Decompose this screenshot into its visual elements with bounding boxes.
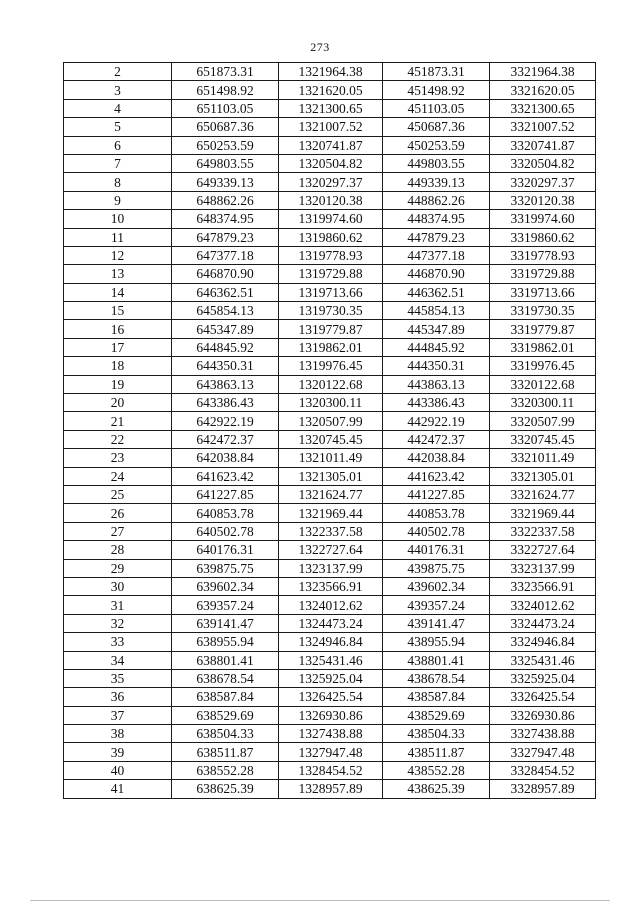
value-cell-4: 3325431.46 xyxy=(490,651,596,669)
value-cell-3: 441623.42 xyxy=(383,467,490,485)
value-cell-1: 649339.13 xyxy=(172,173,279,191)
point-number-cell: 20 xyxy=(64,394,172,412)
point-number-cell: 31 xyxy=(64,596,172,614)
value-cell-2: 1319778.93 xyxy=(279,246,383,264)
value-cell-2: 1325431.46 xyxy=(279,651,383,669)
value-cell-2: 1321624.77 xyxy=(279,485,383,503)
point-number-cell: 25 xyxy=(64,485,172,503)
value-cell-4: 3322337.58 xyxy=(490,522,596,540)
value-cell-4: 3326425.54 xyxy=(490,688,596,706)
value-cell-3: 445854.13 xyxy=(383,302,490,320)
value-cell-4: 3321620.05 xyxy=(490,81,596,99)
value-cell-1: 648374.95 xyxy=(172,210,279,228)
value-cell-4: 3324473.24 xyxy=(490,614,596,632)
point-number-cell: 10 xyxy=(64,210,172,228)
value-cell-1: 644350.31 xyxy=(172,357,279,375)
value-cell-4: 3320300.11 xyxy=(490,394,596,412)
table-row xyxy=(64,467,596,485)
value-cell-2: 1321011.49 xyxy=(279,449,383,467)
value-cell-4: 3327438.88 xyxy=(490,725,596,743)
value-cell-2: 1319974.60 xyxy=(279,210,383,228)
table-row xyxy=(64,154,596,172)
point-number-cell: 16 xyxy=(64,320,172,338)
value-cell-2: 1323566.91 xyxy=(279,577,383,595)
value-cell-1: 638678.54 xyxy=(172,669,279,687)
value-cell-1: 641227.85 xyxy=(172,485,279,503)
page-number: 273 xyxy=(310,40,330,54)
value-cell-1: 638587.84 xyxy=(172,688,279,706)
value-cell-2: 1327947.48 xyxy=(279,743,383,761)
value-cell-2: 1320120.38 xyxy=(279,191,383,209)
value-cell-4: 3325925.04 xyxy=(490,669,596,687)
table-row xyxy=(64,375,596,393)
value-cell-4: 3320507.99 xyxy=(490,412,596,430)
value-cell-1: 646870.90 xyxy=(172,265,279,283)
value-cell-1: 643863.13 xyxy=(172,375,279,393)
table-row xyxy=(64,302,596,320)
value-cell-1: 639602.34 xyxy=(172,577,279,595)
point-number-cell: 24 xyxy=(64,467,172,485)
value-cell-1: 638511.87 xyxy=(172,743,279,761)
value-cell-3: 443863.13 xyxy=(383,375,490,393)
value-cell-3: 442922.19 xyxy=(383,412,490,430)
value-cell-2: 1327438.88 xyxy=(279,725,383,743)
value-cell-1: 643386.43 xyxy=(172,394,279,412)
value-cell-3: 448374.95 xyxy=(383,210,490,228)
value-cell-4: 3320122.68 xyxy=(490,375,596,393)
value-cell-1: 639141.47 xyxy=(172,614,279,632)
table-row xyxy=(64,173,596,191)
value-cell-4: 3323566.91 xyxy=(490,577,596,595)
value-cell-1: 651103.05 xyxy=(172,99,279,117)
point-number-cell: 38 xyxy=(64,725,172,743)
value-cell-4: 3327947.48 xyxy=(490,743,596,761)
value-cell-1: 638552.28 xyxy=(172,761,279,779)
value-cell-1: 647377.18 xyxy=(172,246,279,264)
value-cell-4: 3319778.93 xyxy=(490,246,596,264)
table-row xyxy=(64,669,596,687)
table-row xyxy=(64,743,596,761)
value-cell-4: 3321305.01 xyxy=(490,467,596,485)
table-row xyxy=(64,228,596,246)
value-cell-4: 3321969.44 xyxy=(490,504,596,522)
point-number-cell: 4 xyxy=(64,99,172,117)
value-cell-3: 440502.78 xyxy=(383,522,490,540)
point-number-cell: 8 xyxy=(64,173,172,191)
value-cell-3: 442038.84 xyxy=(383,449,490,467)
value-cell-2: 1324012.62 xyxy=(279,596,383,614)
value-cell-1: 642472.37 xyxy=(172,430,279,448)
value-cell-4: 3320297.37 xyxy=(490,173,596,191)
value-cell-2: 1320300.11 xyxy=(279,394,383,412)
value-cell-1: 640853.78 xyxy=(172,504,279,522)
value-cell-3: 438504.33 xyxy=(383,725,490,743)
table-row xyxy=(64,577,596,595)
value-cell-3: 438678.54 xyxy=(383,669,490,687)
value-cell-3: 450253.59 xyxy=(383,136,490,154)
value-cell-3: 439141.47 xyxy=(383,614,490,632)
point-number-cell: 5 xyxy=(64,118,172,136)
value-cell-4: 3319713.66 xyxy=(490,283,596,301)
value-cell-1: 645854.13 xyxy=(172,302,279,320)
value-cell-3: 451498.92 xyxy=(383,81,490,99)
value-cell-1: 638504.33 xyxy=(172,725,279,743)
point-number-cell: 22 xyxy=(64,430,172,448)
point-number-cell: 2 xyxy=(64,63,172,81)
value-cell-1: 638955.94 xyxy=(172,633,279,651)
point-number-cell: 35 xyxy=(64,669,172,687)
value-cell-2: 1320504.82 xyxy=(279,154,383,172)
value-cell-3: 443386.43 xyxy=(383,394,490,412)
table-row xyxy=(64,191,596,209)
point-number-cell: 36 xyxy=(64,688,172,706)
value-cell-1: 639875.75 xyxy=(172,559,279,577)
value-cell-3: 446362.51 xyxy=(383,283,490,301)
value-cell-2: 1321969.44 xyxy=(279,504,383,522)
value-cell-3: 440853.78 xyxy=(383,504,490,522)
value-cell-4: 3320745.45 xyxy=(490,430,596,448)
value-cell-1: 642922.19 xyxy=(172,412,279,430)
value-cell-1: 640176.31 xyxy=(172,541,279,559)
value-cell-4: 3321624.77 xyxy=(490,485,596,503)
value-cell-2: 1322337.58 xyxy=(279,522,383,540)
value-cell-1: 642038.84 xyxy=(172,449,279,467)
value-cell-2: 1321305.01 xyxy=(279,467,383,485)
table-row xyxy=(64,246,596,264)
value-cell-1: 647879.23 xyxy=(172,228,279,246)
value-cell-4: 3323137.99 xyxy=(490,559,596,577)
value-cell-1: 640502.78 xyxy=(172,522,279,540)
value-cell-2: 1324946.84 xyxy=(279,633,383,651)
value-cell-4: 3321964.38 xyxy=(490,63,596,81)
value-cell-3: 450687.36 xyxy=(383,118,490,136)
value-cell-1: 638801.41 xyxy=(172,651,279,669)
value-cell-1: 645347.89 xyxy=(172,320,279,338)
value-cell-4: 3319730.35 xyxy=(490,302,596,320)
value-cell-4: 3322727.64 xyxy=(490,541,596,559)
value-cell-3: 444350.31 xyxy=(383,357,490,375)
point-number-cell: 37 xyxy=(64,706,172,724)
value-cell-1: 651873.31 xyxy=(172,63,279,81)
table-row xyxy=(64,357,596,375)
value-cell-3: 438625.39 xyxy=(383,780,490,798)
value-cell-3: 438511.87 xyxy=(383,743,490,761)
value-cell-4: 3324946.84 xyxy=(490,633,596,651)
point-number-cell: 21 xyxy=(64,412,172,430)
point-number-cell: 28 xyxy=(64,541,172,559)
value-cell-2: 1321007.52 xyxy=(279,118,383,136)
coordinate-table-body xyxy=(64,63,596,799)
value-cell-1: 644845.92 xyxy=(172,338,279,356)
value-cell-1: 638625.39 xyxy=(172,780,279,798)
value-cell-1: 648862.26 xyxy=(172,191,279,209)
value-cell-3: 446870.90 xyxy=(383,265,490,283)
value-cell-2: 1323137.99 xyxy=(279,559,383,577)
table-row xyxy=(64,761,596,779)
value-cell-4: 3321011.49 xyxy=(490,449,596,467)
value-cell-2: 1321964.38 xyxy=(279,63,383,81)
point-number-cell: 3 xyxy=(64,81,172,99)
value-cell-3: 449803.55 xyxy=(383,154,490,172)
point-number-cell: 41 xyxy=(64,780,172,798)
value-cell-3: 439875.75 xyxy=(383,559,490,577)
table-row xyxy=(64,81,596,99)
value-cell-4: 3319860.62 xyxy=(490,228,596,246)
point-number-cell: 13 xyxy=(64,265,172,283)
point-number-cell: 27 xyxy=(64,522,172,540)
table-row xyxy=(64,338,596,356)
point-number-cell: 9 xyxy=(64,191,172,209)
value-cell-1: 650253.59 xyxy=(172,136,279,154)
point-number-cell: 29 xyxy=(64,559,172,577)
table-row xyxy=(64,412,596,430)
table-row xyxy=(64,394,596,412)
value-cell-1: 649803.55 xyxy=(172,154,279,172)
table-row xyxy=(64,63,596,81)
value-cell-2: 1321300.65 xyxy=(279,99,383,117)
value-cell-2: 1319976.45 xyxy=(279,357,383,375)
table-row xyxy=(64,99,596,117)
value-cell-3: 451103.05 xyxy=(383,99,490,117)
value-cell-3: 438955.94 xyxy=(383,633,490,651)
value-cell-3: 447377.18 xyxy=(383,246,490,264)
value-cell-4: 3319974.60 xyxy=(490,210,596,228)
point-number-cell: 23 xyxy=(64,449,172,467)
value-cell-4: 3319862.01 xyxy=(490,338,596,356)
point-number-cell: 26 xyxy=(64,504,172,522)
value-cell-3: 449339.13 xyxy=(383,173,490,191)
table-row xyxy=(64,559,596,577)
table-row xyxy=(64,485,596,503)
value-cell-4: 3321007.52 xyxy=(490,118,596,136)
point-number-cell: 19 xyxy=(64,375,172,393)
table-row xyxy=(64,265,596,283)
value-cell-3: 447879.23 xyxy=(383,228,490,246)
value-cell-1: 638529.69 xyxy=(172,706,279,724)
page-bottom-rule xyxy=(30,900,610,901)
point-number-cell: 33 xyxy=(64,633,172,651)
value-cell-4: 3326930.86 xyxy=(490,706,596,724)
value-cell-2: 1324473.24 xyxy=(279,614,383,632)
value-cell-2: 1326425.54 xyxy=(279,688,383,706)
value-cell-3: 440176.31 xyxy=(383,541,490,559)
point-number-cell: 17 xyxy=(64,338,172,356)
coordinate-table xyxy=(63,62,596,799)
value-cell-2: 1320507.99 xyxy=(279,412,383,430)
table-row xyxy=(64,614,596,632)
table-row xyxy=(64,118,596,136)
value-cell-2: 1319730.35 xyxy=(279,302,383,320)
value-cell-3: 438587.84 xyxy=(383,688,490,706)
value-cell-3: 438529.69 xyxy=(383,706,490,724)
table-row xyxy=(64,596,596,614)
table-row xyxy=(64,633,596,651)
table-row xyxy=(64,522,596,540)
value-cell-2: 1326930.86 xyxy=(279,706,383,724)
value-cell-3: 438801.41 xyxy=(383,651,490,669)
point-number-cell: 7 xyxy=(64,154,172,172)
value-cell-3: 448862.26 xyxy=(383,191,490,209)
value-cell-2: 1328957.89 xyxy=(279,780,383,798)
point-number-cell: 34 xyxy=(64,651,172,669)
value-cell-2: 1320122.68 xyxy=(279,375,383,393)
point-number-cell: 6 xyxy=(64,136,172,154)
point-number-cell: 40 xyxy=(64,761,172,779)
value-cell-2: 1328454.52 xyxy=(279,761,383,779)
value-cell-2: 1321620.05 xyxy=(279,81,383,99)
table-row xyxy=(64,725,596,743)
value-cell-2: 1319713.66 xyxy=(279,283,383,301)
point-number-cell: 30 xyxy=(64,577,172,595)
value-cell-1: 651498.92 xyxy=(172,81,279,99)
value-cell-4: 3320120.38 xyxy=(490,191,596,209)
value-cell-3: 439602.34 xyxy=(383,577,490,595)
value-cell-2: 1322727.64 xyxy=(279,541,383,559)
point-number-cell: 18 xyxy=(64,357,172,375)
table-row xyxy=(64,283,596,301)
value-cell-3: 442472.37 xyxy=(383,430,490,448)
value-cell-4: 3320741.87 xyxy=(490,136,596,154)
value-cell-2: 1320741.87 xyxy=(279,136,383,154)
point-number-cell: 12 xyxy=(64,246,172,264)
value-cell-3: 445347.89 xyxy=(383,320,490,338)
value-cell-1: 650687.36 xyxy=(172,118,279,136)
value-cell-3: 441227.85 xyxy=(383,485,490,503)
table-row xyxy=(64,136,596,154)
point-number-cell: 11 xyxy=(64,228,172,246)
value-cell-1: 641623.42 xyxy=(172,467,279,485)
point-number-cell: 39 xyxy=(64,743,172,761)
value-cell-2: 1319729.88 xyxy=(279,265,383,283)
value-cell-2: 1320745.45 xyxy=(279,430,383,448)
table-row xyxy=(64,688,596,706)
table-row xyxy=(64,210,596,228)
value-cell-4: 3319779.87 xyxy=(490,320,596,338)
value-cell-4: 3321300.65 xyxy=(490,99,596,117)
value-cell-3: 439357.24 xyxy=(383,596,490,614)
value-cell-1: 646362.51 xyxy=(172,283,279,301)
value-cell-4: 3328454.52 xyxy=(490,761,596,779)
table-row xyxy=(64,430,596,448)
value-cell-3: 444845.92 xyxy=(383,338,490,356)
table-row xyxy=(64,541,596,559)
table-row xyxy=(64,706,596,724)
point-number-cell: 32 xyxy=(64,614,172,632)
value-cell-2: 1320297.37 xyxy=(279,173,383,191)
table-row xyxy=(64,504,596,522)
value-cell-3: 451873.31 xyxy=(383,63,490,81)
table-row xyxy=(64,449,596,467)
table-row xyxy=(64,780,596,798)
value-cell-1: 639357.24 xyxy=(172,596,279,614)
value-cell-4: 3319729.88 xyxy=(490,265,596,283)
value-cell-4: 3324012.62 xyxy=(490,596,596,614)
point-number-cell: 14 xyxy=(64,283,172,301)
value-cell-4: 3319976.45 xyxy=(490,357,596,375)
table-row xyxy=(64,651,596,669)
value-cell-2: 1319860.62 xyxy=(279,228,383,246)
value-cell-2: 1319779.87 xyxy=(279,320,383,338)
point-number-cell: 15 xyxy=(64,302,172,320)
value-cell-4: 3320504.82 xyxy=(490,154,596,172)
value-cell-4: 3328957.89 xyxy=(490,780,596,798)
value-cell-2: 1319862.01 xyxy=(279,338,383,356)
table-row xyxy=(64,320,596,338)
value-cell-2: 1325925.04 xyxy=(279,669,383,687)
value-cell-3: 438552.28 xyxy=(383,761,490,779)
